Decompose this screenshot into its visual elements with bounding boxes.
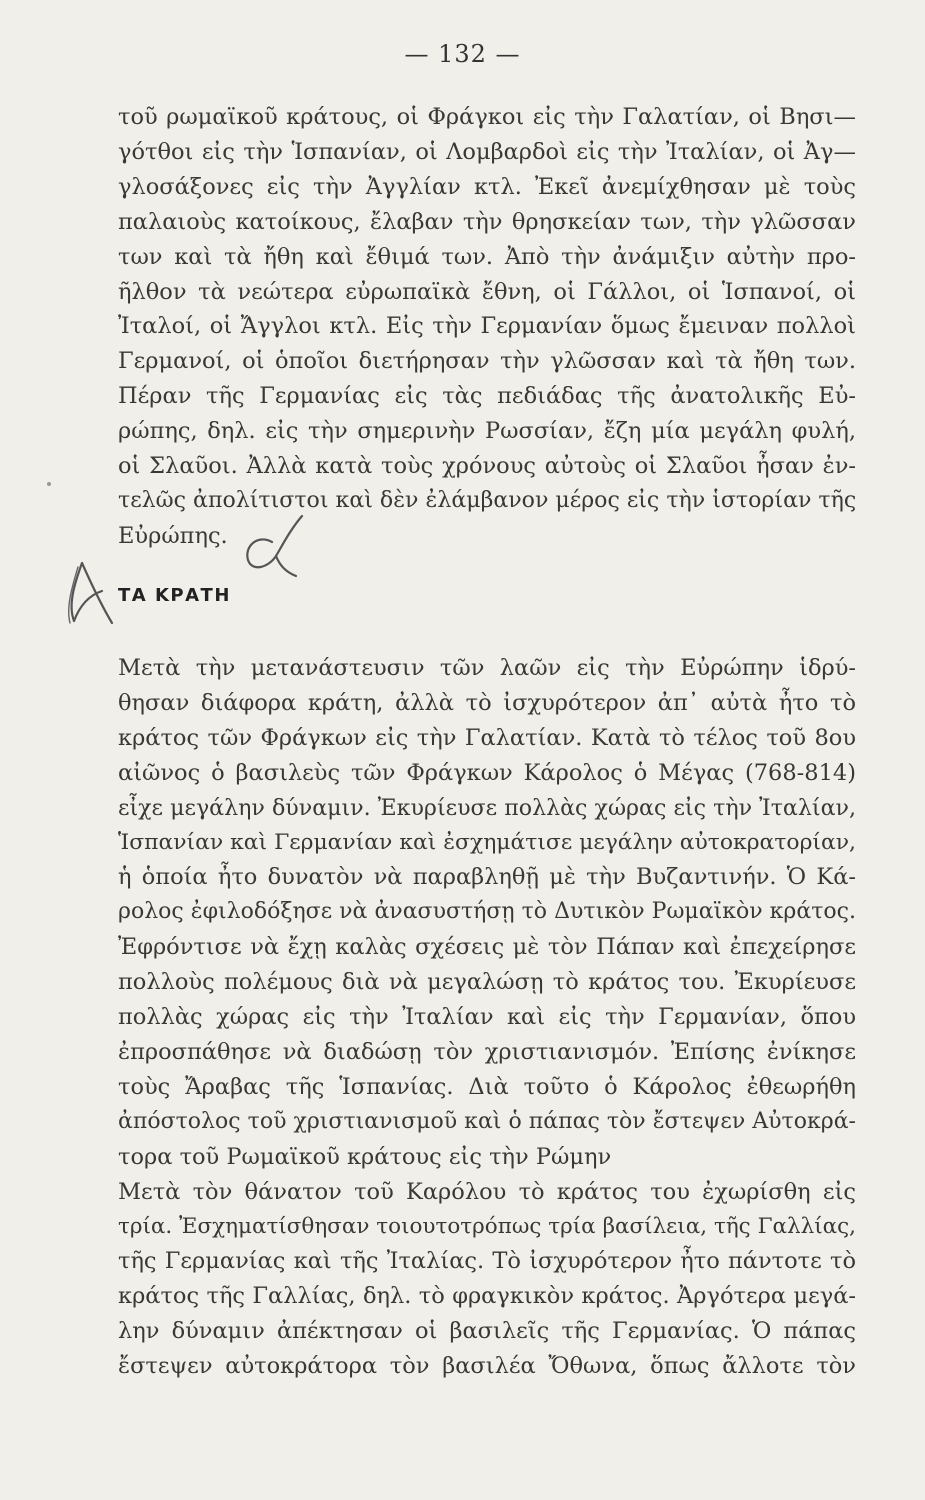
text-line: ρώπης, δηλ. εἰς τὴν σημερινὴν Ρωσσίαν, ἔζη μία μεγάλη φυλή, bbox=[118, 418, 856, 445]
handwritten-alpha-mark-right bbox=[238, 512, 308, 584]
text-line: Ἐφρόντισε νὰ ἔχῃ καλὰς σχέσεις μὲ τὸν Πάπαν καὶ ἐπεχείρησε bbox=[118, 934, 856, 961]
text-line: κράτος τῶν Φράγκων εἰς τὴν Γαλατίαν. Κατὰ τὸ τέλος τοῦ 8ου bbox=[118, 724, 856, 751]
text-line: Ἰταλοί, οἱ Ἄγγλοι κτλ. Εἰς τὴν Γερμανίαν ὅμως ἔμειναν πολλοὶ bbox=[118, 313, 856, 340]
text-line: τρία. Ἐσχηματίσθησαν τοιουτοτρόπως τρία βασίλεια, τῆς Γαλλίας, bbox=[118, 1213, 856, 1239]
text-line: Μετὰ τὸν θάνατον τοῦ Καρόλου τὸ κράτος του ἐχωρίσθη εἰς bbox=[118, 1178, 856, 1205]
section-heading: ΤΑ ΚΡΑΤΗ bbox=[118, 585, 231, 606]
text-line: Εὐρώπης. bbox=[118, 522, 228, 549]
page-number: — 132 — bbox=[404, 40, 521, 68]
text-line: τελῶς ἀπολίτιστοι καὶ δὲν ἐλάμβανον μέρος εἰς τὴν ἱστορίαν τῆς bbox=[118, 487, 856, 513]
text-line: θησαν διάφορα κράτη, ἀλλὰ τὸ ἰσχυρότερον ἀπ᾽ αὐτὰ ἦτο τὸ bbox=[118, 689, 856, 716]
paragraph-migrations bbox=[118, 100, 856, 554]
ink-spot bbox=[47, 482, 51, 486]
text-line: πολλοὺς πολέμους διὰ νὰ μεγαλώσῃ τὸ κράτος του. Ἐκυρίευσε bbox=[118, 969, 856, 996]
text-line: πολλὰς χώρας εἰς τὴν Ἰταλίαν καὶ εἰς τὴν Γερμανίαν, ὅπου bbox=[118, 1004, 856, 1031]
text-line: ἐπροσπάθησε νὰ διαδώσῃ τὸν χριστιανισμόν. Ἐπίσης ἐνίκησε bbox=[118, 1038, 856, 1065]
text-line: Γερμανοί, οἱ ὁποῖοι διετήρησαν τὴν γλῶσσαν καὶ τὰ ἤθη των. bbox=[118, 348, 856, 375]
text-line: γότθοι εἰς τὴν Ἱσπανίαν, οἱ Λομβαρδοὶ εἰς τὴν Ἰταλίαν, οἱ Ἀγ— bbox=[118, 138, 856, 165]
text-line: ἀπόστολος τοῦ χριστιανισμοῦ καὶ ὁ πάπας τὸν ἔστεψεν Αὐτοκρά- bbox=[118, 1108, 856, 1134]
text-line: Πέραν τῆς Γερμανίας εἰς τὰς πεδιάδας τῆς ἀνατολικῆς Εὐ- bbox=[118, 383, 856, 410]
text-line: παλαιοὺς κατοίκους, ἔλαβαν τὴν θρησκείαν των, τὴν γλῶσσαν bbox=[118, 208, 856, 235]
text-line: ἡ ὁποία ἦτο δυνατὸν νὰ παραβληθῇ μὲ τὴν Βυζαντινήν. Ὁ Κά- bbox=[118, 864, 856, 891]
text-line: τοῦ ρωμαϊκοῦ κράτους, οἱ Φράγκοι εἰς τὴν Γαλατίαν, οἱ Βησι— bbox=[118, 104, 856, 130]
text-line: των καὶ τὰ ἤθη καὶ ἔθιμά των. Ἀπὸ τὴν ἀνάμιξιν αὐτὴν προ- bbox=[118, 243, 856, 270]
text-line: ἔστεψεν αὐτοκράτορα τὸν βασιλέα Ὄθωνα, ὅπως ἄλλοτε τὸν bbox=[118, 1353, 856, 1380]
text-line: τορα τοῦ Ρωμαϊκοῦ κράτους εἰς τὴν Ρώμην bbox=[118, 1143, 612, 1170]
handwritten-alpha-mark-left bbox=[60, 555, 122, 627]
text-line: Μετὰ τὴν μετανάστευσιν τῶν λαῶν εἰς τὴν Εὐρώπην ἱδρύ- bbox=[118, 655, 856, 681]
text-line: τῆς Γερμανίας καὶ τῆς Ἰταλίας. Τὸ ἰσχυρότερον ἦτο πάντοτε τὸ bbox=[118, 1248, 856, 1275]
text-line: γλοσάξονες εἰς τὴν Ἀγγλίαν κτλ. Ἐκεῖ ἀνεμίχθησαν μὲ τοὺς bbox=[118, 173, 856, 200]
text-line: ῆλθον τὰ νεώτερα εὐρωπαϊκὰ ἔθνη, οἱ Γάλλοι, οἱ Ἱσπανοί, οἱ bbox=[118, 278, 856, 305]
text-line: λην δύναμιν ἀπέκτησαν οἱ βασιλεῖς τῆς Γερμανίας. Ὁ πάπας bbox=[118, 1318, 856, 1345]
paragraph-states bbox=[118, 651, 856, 1384]
text-line: κράτος τῆς Γαλλίας, δηλ. τὸ φραγκικὸν κράτος. Ἀργότερα μεγά- bbox=[118, 1283, 856, 1310]
text-line: τοὺς Ἄραβας τῆς Ἱσπανίας. Διὰ τοῦτο ὁ Κάρολος ἐθεωρήθη bbox=[118, 1073, 856, 1100]
text-line: εἶχε μεγάλην δύναμιν. Ἐκυρίευσε πολλὰς χώρας εἰς τὴν Ἰταλίαν, bbox=[118, 794, 856, 821]
text-line: οἱ Σλαῦοι. Ἀλλὰ κατὰ τοὺς χρόνους αὐτοὺς οἱ Σλαῦοι ἦσαν ἐν- bbox=[118, 453, 856, 480]
text-line: ρολος ἐφιλοδόξησε νὰ ἀνασυστήσῃ τὸ Δυτικὸν Ρωμαϊκὸν κράτος. bbox=[118, 899, 856, 925]
text-line: αἰῶνος ὁ βασιλεὺς τῶν Φράγκων Κάρολος ὁ Μέγας (768-814) bbox=[118, 759, 856, 786]
text-line: Ἱσπανίαν καὶ Γερμανίαν καὶ ἐσχημάτισε μεγάλην αὐτοκρατορίαν, bbox=[118, 829, 856, 855]
